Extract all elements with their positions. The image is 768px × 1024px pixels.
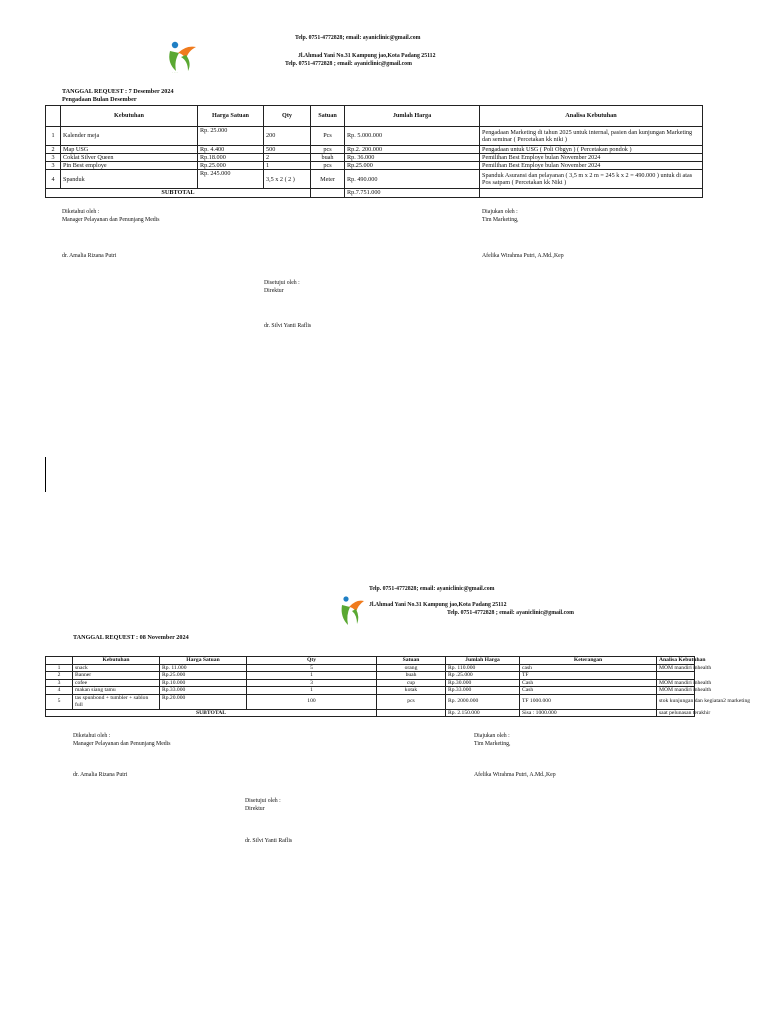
approved-by-role: Direktur [264,287,284,294]
row-analysis: MOM mandiri inhealth [657,665,695,672]
request-table-2 [45,656,751,717]
col-satuan: Satuan [377,657,446,665]
known-by-role: Manager Pelayanan dan Penunjang Medis [73,740,171,747]
request-date: TANGGAL REQUEST : 7 Desember 2024 [62,88,174,95]
known-by-role: Manager Pelayanan dan Penunjang Medis [62,216,160,223]
row-unit: Pcs [311,127,345,146]
col-jumlah-harga: Jumlah Harga [345,106,480,127]
clinic-logo-icon [166,39,200,75]
row-qty: 500 [264,146,311,154]
row-analysis [657,672,695,679]
table-header-row [46,657,695,665]
row-qty: 200 [264,127,311,146]
row-note: Cash [520,687,657,694]
submitted-by-name: Afelika Wirahma Putri, A.Md.,Kep [482,253,564,259]
row-note: TF [520,672,657,679]
header-contact-line-2: Telp. 0751-4772828 ; email: ayaniclinic@gmail.com [285,61,412,67]
table-row [46,665,695,672]
row-item: Map USG [61,146,198,154]
approved-by-role: Direktur [245,805,265,812]
row-no: 1 [46,127,61,146]
submitted-by-role: Tim Marketing, [474,740,511,747]
submitted-by-name: Afelika Wirahma Putri, A.Md.,Kep [474,772,556,778]
row-total: Rp. 36.000 [345,154,480,162]
request-date: TANGGAL REQUEST : 08 November 2024 [73,634,189,641]
row-no: 4 [46,687,73,694]
subtotal-value: Rp. 2.150.000 [446,709,520,716]
row-unit: pcs [377,694,446,709]
header-address-line: Jl.Ahmad Yani No.31 Kampung jao,Kota Padang 25112 [298,53,436,59]
row-no: 1 [46,665,73,672]
approved-by-block [245,798,281,814]
subtotal-note: Sisa : 1000.000 [520,709,657,716]
row-no: 3 [46,154,61,162]
row-no: 2 [46,672,73,679]
row-note: Cash [520,679,657,686]
col-keterangan: Keterangan [520,657,657,665]
row-unit: pcs [311,146,345,154]
row-qty: 100 [247,694,377,709]
row-qty: 3 [247,679,377,686]
row-item: snack [73,665,160,672]
known-by-name: dr. Amalia Rizana Putri [73,772,128,778]
row-item: Spanduk [61,170,198,189]
row-unit: kotak [377,687,446,694]
row-price: Rp. 11.000 [160,665,247,672]
header-contact-line-2: Telp. 0751-4772828 ; email: ayaniclinic@gmail.com [447,610,574,616]
table-row [46,154,703,162]
approved-by-label: Disetujui oleh : [245,798,281,804]
row-total: Rp.30.000 [446,679,520,686]
row-total: Rp. 2000.000 [446,694,520,709]
row-analysis: MOM mandiri inhealth [657,679,695,686]
row-price: Rp.20.000 [160,694,247,709]
row-item: tas spunbond + tumbler + sablon full [73,694,160,709]
row-analysis: Spanduk Asuransi dan pelayanan ( 3,5 m x 2 m = 245 k x 2 = 490.000 ) untuk di atas Pos satpam ( Percetakan kk Niki ) [480,170,703,189]
row-no: 3 [46,679,73,686]
row-unit: orang [377,665,446,672]
col-analisa: Analisa Kebutuhan [480,106,703,127]
row-no: 4 [46,170,61,189]
row-analysis: Pemilihan Best Employe bulan November 2024 [480,154,703,162]
submitted-by-label: Diajukan oleh : [482,209,518,215]
subtotal-analysis: saat pelunasan terakhir [657,709,695,716]
approved-by-name: dr. Silvi Yanti Raflis [264,323,312,329]
approved-by-label: Disetujui oleh : [264,280,300,286]
known-by-name: dr. Amalia Rizana Putri [62,253,117,259]
col-satuan: Satuan [311,106,345,127]
col-no [46,106,61,127]
row-qty: 5 [247,665,377,672]
row-item: cofee [73,679,160,686]
row-note: cash [520,665,657,672]
row-analysis: Pemilihan Best Employe bulan November 2024 [480,162,703,170]
row-price: Rp. 245.000 [198,170,264,189]
table-row [46,672,695,679]
row-price: Rp.25.000 [198,162,264,170]
row-total: Rp. 490.000 [345,170,480,189]
submitted-by-block [482,209,519,225]
row-analysis: Pengadaan Marketing di tahun 2025 untuk internal, pasien dan kunjungan Marketing dan seminar ( Percetakan kk niki ) [480,127,703,146]
clinic-logo-icon [340,595,366,629]
table-row [46,679,695,686]
col-analisa: Analisa Kebutuhan [657,657,695,665]
row-total: Rp .25.000 [446,672,520,679]
row-item: makan siang tamu [73,687,160,694]
table-row [46,146,703,154]
table-row [46,170,703,189]
col-no [46,657,73,665]
approved-by-block [264,280,300,296]
row-qty: 2 [264,154,311,162]
known-by-block [62,209,160,225]
row-total: Rp. 5.000.000 [345,127,480,146]
row-price: Rp.25.000 [160,672,247,679]
subtotal-label: SUBTOTAL [46,709,377,716]
row-total: Rp.33.000 [446,687,520,694]
row-total: Rp.2. 200.000 [345,146,480,154]
table-header-row [46,106,703,127]
svg-text:· · · ·: · · · · [172,71,179,75]
row-no: 5 [46,694,73,709]
table-row [46,687,695,694]
col-qty: Qty [247,657,377,665]
row-price: Rp. 4.400 [198,146,264,154]
submitted-by-block [474,733,511,749]
row-qty: 3,5 x 2 ( 2 ) [264,170,311,189]
header-contact-line: Telp. 0751-4772828; email: ayaniclinic@gmail.com [295,35,421,41]
row-price: Rp.18.000 [198,154,264,162]
row-unit: buah [311,154,345,162]
table-row [46,162,703,170]
row-item: Coklat Silver Queen [61,154,198,162]
row-unit: cup [377,679,446,686]
row-qty: 1 [264,162,311,170]
row-price: Rp.33.000 [160,687,247,694]
header-contact-line: Telp. 0751-4772828; email: ayaniclinic@gmail.com [369,586,495,592]
request-subtitle: Pengadaan Bulan Desember [62,96,137,103]
table-row [46,127,703,146]
known-by-label: Diketahui oleh : [62,209,100,215]
col-kebutuhan: Kebutuhan [61,106,198,127]
row-total: Rp.25.000 [345,162,480,170]
col-jumlah-harga: Jumlah Harga [446,657,520,665]
col-harga-satuan: Harga Satuan [198,106,264,127]
row-item: Kalender meja [61,127,198,146]
row-item: Banner [73,672,160,679]
row-analysis: MOM mandiri inhealth [657,687,695,694]
subtotal-row [46,709,695,716]
row-item: Pin Best employe [61,162,198,170]
known-by-block [73,733,171,749]
row-total: Rp. 110.000 [446,665,520,672]
col-qty: Qty [264,106,311,127]
subtotal-row [46,189,703,197]
subtotal-value: Rp.7.751.000 [345,189,480,197]
subtotal-label: SUBTOTAL [46,189,311,197]
table-row [46,694,695,709]
col-harga-satuan: Harga Satuan [160,657,247,665]
header-address-line: Jl.Ahmad Yani No.31 Kampung jao,Kota Padang 25112 [369,602,507,608]
row-unit: pcs [311,162,345,170]
submitted-by-role: Tim Marketing, [482,216,519,223]
request-table-1 [45,105,703,198]
approved-by-name: dr. Silvi Yanti Raflis [245,838,293,844]
row-qty: 1 [247,672,377,679]
row-no: 2 [46,146,61,154]
text-cursor [45,457,46,492]
row-unit: Meter [311,170,345,189]
known-by-label: Diketahui oleh : [73,733,111,739]
row-unit: buah [377,672,446,679]
row-note: TF 1000.000 [520,694,657,709]
row-qty: 1 [247,687,377,694]
row-no: 3 [46,162,61,170]
row-price: Rp.10.000 [160,679,247,686]
submitted-by-label: Diajukan oleh : [474,733,510,739]
col-kebutuhan: Kebutuhan [73,657,160,665]
row-analysis: Pengadaan untuk USG ( Poli Obgyn ) ( Percetakan pondok ) [480,146,703,154]
row-price: Rp. 25.000 [198,127,264,146]
row-analysis: stok kunjungan dan kegiatan2 marketing [657,694,695,709]
